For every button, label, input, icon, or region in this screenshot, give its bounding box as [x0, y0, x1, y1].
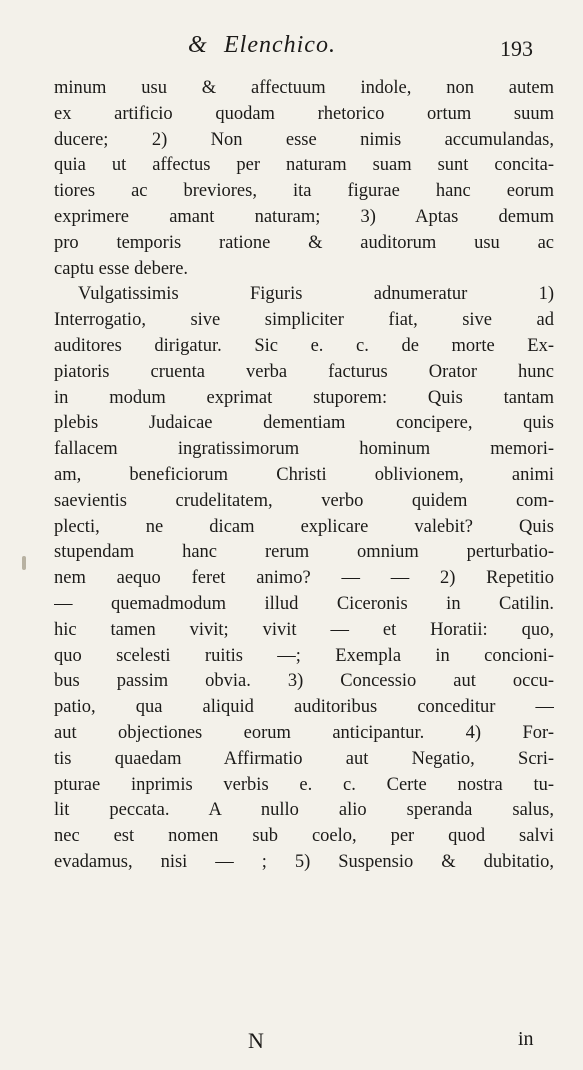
text-line: saevientis crudelitatem, verbo quidem com-: [54, 490, 554, 511]
text-line: pturae inprimis verbis e. c. Certe nostra tu-: [54, 774, 554, 795]
text-line: nem aequo feret animo? — — 2) Repetitio: [54, 568, 554, 589]
running-header: [0, 32, 583, 62]
text-line: pro temporis ratione & auditorum usu ac: [54, 232, 554, 253]
page-number: 193: [500, 36, 533, 61]
text-line: Vulgatissimis Figuris adnumeratur 1): [78, 284, 554, 305]
body-text: [54, 76, 554, 876]
text-line: minum usu & affectuum indole, non autem: [54, 78, 554, 98]
text-line: ex artificio quodam rhetorico ortum suum: [54, 103, 554, 124]
text-line: evadamus, nisi — ; 5) Suspensio & dubitatio,: [54, 851, 554, 872]
page-footer: [0, 1028, 583, 1058]
text-line: aut objectiones eorum anticipantur. 4) For-: [54, 722, 554, 743]
running-title: Elenchico.: [224, 32, 336, 58]
text-line: auditores dirigatur. Sic e. c. de morte Ex-: [54, 335, 554, 356]
text-line: bus passim obvia. 3) Concessio aut occu-: [54, 671, 554, 692]
catchword: in: [518, 1028, 534, 1050]
text-line: ducere; 2) Non esse nimis accumulandas,: [54, 129, 554, 150]
header-ampersand: &: [188, 32, 207, 58]
text-line: in modum exprimat stuporem: Quis tantam: [54, 387, 554, 408]
text-line: stupendam hanc rerum omnium perturbatio-: [54, 542, 554, 563]
text-line: quo scelesti ruitis —; Exempla in concioni-: [54, 645, 554, 666]
text-line: plebis Judaicae dementiam concipere, quis: [54, 413, 554, 434]
text-line: tis quaedam Affirmatio aut Negatio, Scri-: [54, 748, 554, 769]
text-line: fallacem ingratissimorum hominum memori-: [54, 439, 554, 460]
text-line: patio, qua aliquid auditoribus conceditur —: [54, 697, 554, 718]
text-line: nec est nomen sub coelo, per quod salvi: [54, 826, 554, 847]
text-line: — quemadmodum illud Ciceronis in Catilin.: [54, 593, 554, 614]
text-line: piatoris cruenta verba facturus Orator hunc: [54, 361, 554, 382]
text-line: Interrogatio, sive simpliciter fiat, sive ad: [54, 310, 554, 331]
text-line: captu esse debere.: [54, 258, 189, 279]
text-line: am, beneficiorum Christi oblivionem, animi: [54, 464, 554, 485]
text-line: lit peccata. A nullo alio speranda salus,: [54, 800, 554, 821]
text-line: hic tamen vivit; vivit — et Horatii: quo,: [54, 619, 554, 640]
paper-blemish: [22, 556, 26, 570]
text-line: exprimere amant naturam; 3) Aptas demum: [54, 206, 554, 227]
text-line: quia ut affectus per naturam suam sunt concita-: [54, 155, 554, 176]
signature-mark: N: [248, 1028, 264, 1053]
text-line: plecti, ne dicam explicare valebit? Quis: [54, 516, 554, 537]
text-line: tiores ac breviores, ita figurae hanc eorum: [54, 181, 554, 202]
